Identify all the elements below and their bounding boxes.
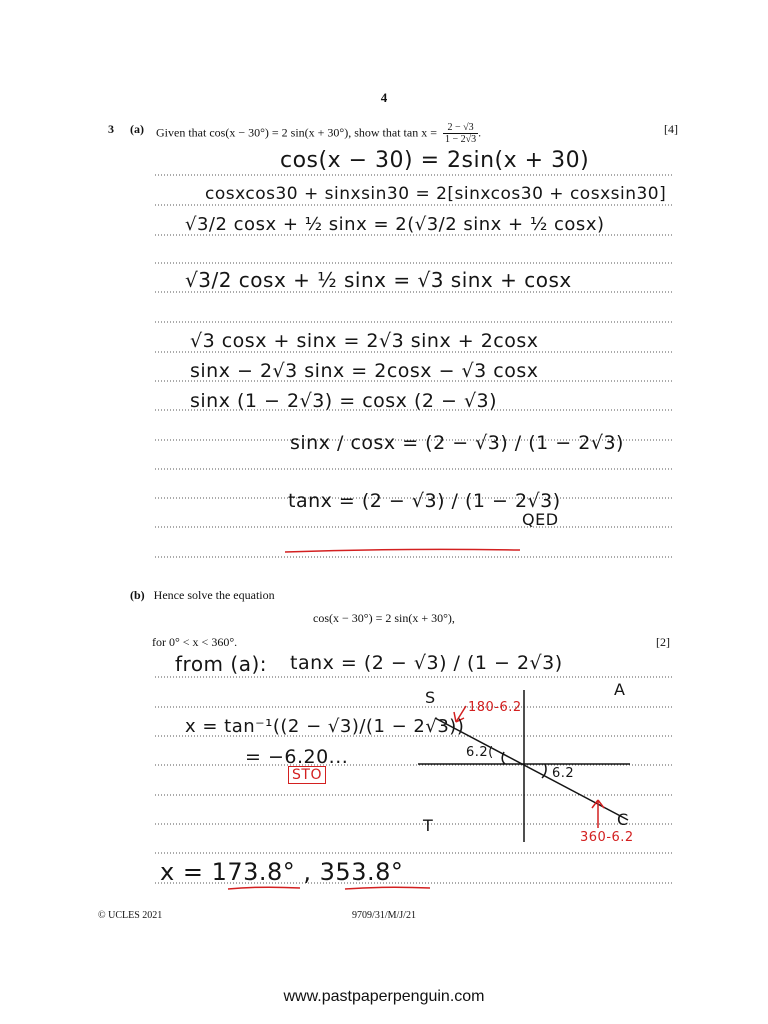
tan-result: tanx = (2 − √3) / (1 − 2√3) [290, 652, 563, 674]
working-line-5: √3 cosx + sinx = 2√3 sinx + 2cosx [190, 330, 539, 352]
part-b-range: for 0° < x < 360°. [152, 635, 238, 649]
red-label-360: 360-6.2 [580, 830, 634, 845]
value-line: = −6.20... [245, 746, 349, 768]
copyright: © UCLES 2021 [98, 910, 163, 921]
cast-c: C [617, 810, 629, 829]
part-a-text-before: Given that cos(x − 30°) = 2 sin(x + 30°), show that tan x = [156, 125, 437, 140]
working-line-8: sinx / cosx = (2 − √3) / (1 − 2√3) [290, 432, 624, 454]
part-a-label: (a) [130, 122, 144, 136]
page-number: 4 [380, 90, 388, 105]
part-b-equation: cos(x − 30°) = 2 sin(x + 30°), [313, 611, 455, 625]
tan-fraction-denominator: 1 − 2√3 [444, 134, 477, 145]
red-underline-answer-1 [228, 887, 300, 889]
part-a-text-after: . [478, 125, 482, 140]
angle-left-label: 6.2( [466, 745, 494, 760]
part-b-text: Hence solve the equation [153, 588, 275, 602]
cast-left-arc [502, 752, 505, 764]
cast-s: S [425, 688, 436, 707]
working-line-2: cosxcos30 + sinxsin30 = 2[sinxcos30 + cosxsin30] [205, 184, 667, 204]
red-underline-answer-2 [345, 887, 430, 889]
site-url: www.pastpaperpenguin.com [283, 988, 485, 1005]
part-a-marks: [4] [664, 122, 678, 136]
cast-t: T [423, 816, 434, 835]
tan-fraction [443, 122, 478, 145]
working-line-4: √3/2 cosx + ½ sinx = √3 sinx + cosx [185, 268, 572, 292]
part-a-text [156, 122, 481, 145]
question-number: 3 [108, 122, 114, 136]
working-line-1: cos(x − 30) = 2sin(x + 30) [280, 148, 590, 173]
working-line-7: sinx (1 − 2√3) = cosx (2 − √3) [190, 390, 498, 412]
working-line-6: sinx − 2√3 sinx = 2cosx − √3 cosx [190, 360, 539, 382]
working-line-9: tanx = (2 − √3) / (1 − 2√3) [288, 490, 561, 512]
from-a-label: from (a): [175, 652, 267, 676]
part-b-marks: [2] [656, 635, 670, 649]
inverse-tan-line: x = tan⁻¹((2 − √3)/(1 − 2√3)) [185, 716, 465, 737]
paper-code: 9709/31/M/J/21 [352, 910, 416, 921]
final-answer: x = 173.8° , 353.8° [160, 858, 404, 886]
working-line-3: √3/2 cosx + ½ sinx = 2(√3/2 sinx + ½ cosx) [185, 214, 605, 235]
part-b-label: (b) [130, 588, 145, 602]
part-b-header [130, 588, 275, 603]
qed-label: QED [522, 510, 559, 529]
cast-a: A [614, 680, 626, 699]
red-label-180: 180-6.2 [468, 700, 522, 715]
angle-right-label: 6.2 [552, 766, 575, 781]
red-underline [285, 549, 520, 552]
sto-box: STO [288, 766, 326, 784]
tan-fraction-numerator: 2 − √3 [443, 122, 478, 134]
